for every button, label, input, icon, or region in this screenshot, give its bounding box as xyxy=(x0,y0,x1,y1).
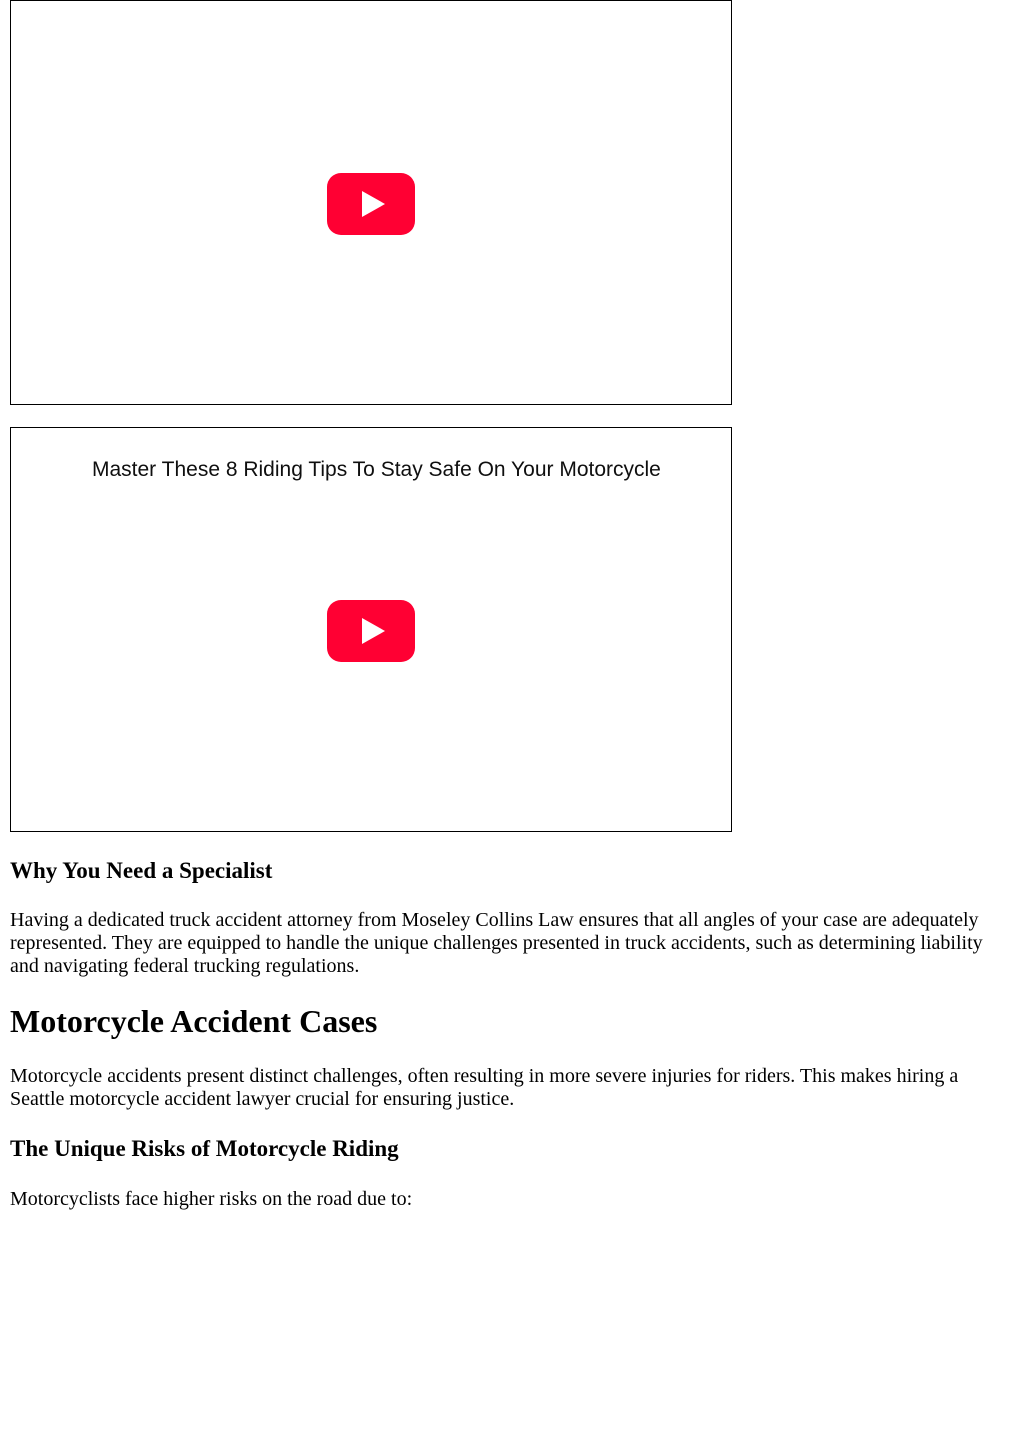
section-text-motorcycle: Motorcycle accidents present distinct challenges, often resulting in more severe injuries for riders. This makes hiring a Seattle motorcycle accident lawyer crucial for ensuring justice. xyxy=(10,1065,959,1110)
youtube-embed-1[interactable] xyxy=(10,0,732,405)
section-heading-specialist: Why You Need a Specialist xyxy=(10,858,273,883)
youtube-embed-2[interactable] xyxy=(10,427,732,832)
youtube-play-icon[interactable] xyxy=(327,600,415,662)
section-text-specialist: Having a dedicated truck accident attorney from Moseley Collins Law ensures that all angles of your case are adequately represented. They are equipped to handle the unique challenges presented in truck accidents, such as determining liability and navigating federal trucking regulations. xyxy=(10,909,983,977)
section-text-risks: Motorcyclists face higher risks on the road due to: xyxy=(10,1188,413,1210)
section-heading-motorcycle: Motorcycle Accident Cases xyxy=(10,1003,378,1039)
youtube-play-icon[interactable] xyxy=(327,173,415,235)
video-title[interactable]: Master These 8 Riding Tips To Stay Safe On Your Motorcycle xyxy=(92,458,661,481)
section-heading-risks: The Unique Risks of Motorcycle Riding xyxy=(10,1136,399,1161)
